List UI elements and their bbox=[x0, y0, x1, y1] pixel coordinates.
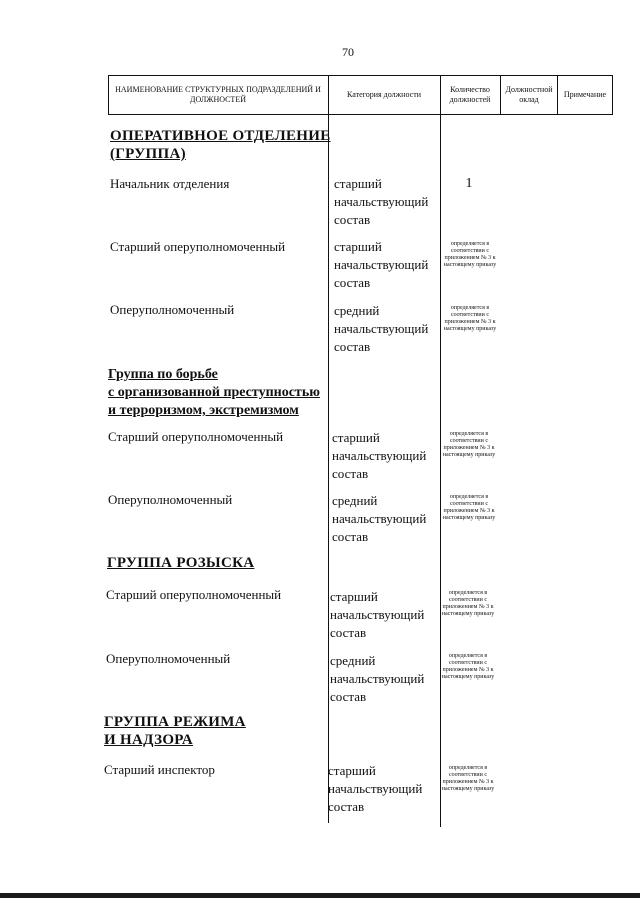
position-quantity: определяется в соответствии с приложением № 3 к настоящему приказу bbox=[443, 241, 497, 268]
position-category: старший начальствующий состав bbox=[328, 763, 423, 814]
position-quantity: определяется в соответствии с приложением № 3 к настоящему приказу bbox=[443, 305, 497, 332]
column-divider-category bbox=[328, 75, 329, 823]
position-name: Оперуполномоченный bbox=[108, 492, 233, 507]
position-name: Старший оперуполномоченный bbox=[106, 587, 282, 602]
table-left-border bbox=[108, 75, 109, 115]
scan-edge-strip bbox=[0, 893, 640, 898]
table-right-border bbox=[612, 75, 613, 115]
position-name: Старший оперуполномоченный bbox=[108, 429, 284, 444]
position-category: средний начальствующий состав bbox=[330, 653, 425, 704]
section-title-search: ГРУППА РОЗЫСКА bbox=[107, 555, 255, 571]
column-divider-note bbox=[557, 75, 558, 115]
position-quantity: 1 bbox=[465, 176, 473, 191]
section-title-regime: ГРУППА РЕЖИМА И НАДЗОРА bbox=[104, 714, 246, 748]
position-category: старший начальствующий состав bbox=[334, 239, 429, 290]
column-divider-salary bbox=[500, 75, 501, 115]
position-name: Оперуполномоченный bbox=[106, 651, 231, 666]
position-quantity: определяется в соответствии с приложением № 3 к настоящему приказу bbox=[441, 653, 495, 680]
table-header-bottom-border bbox=[108, 114, 612, 115]
page-number: 70 bbox=[342, 45, 354, 59]
position-quantity: определяется в соответствии с приложением № 3 к настоящему приказу bbox=[442, 494, 496, 521]
header-quantity: Количество должностей bbox=[449, 85, 491, 104]
position-category: старший начальствующий состав bbox=[334, 176, 429, 227]
position-category: средний начальствующий состав bbox=[332, 493, 427, 544]
header-note: Примечание bbox=[563, 90, 607, 99]
header-category: Категория должности bbox=[347, 90, 421, 99]
section-title-organized-crime: Группа по борьбе с организованной преступностью и терроризмом, экстремизмом bbox=[108, 367, 320, 418]
position-name: Начальник отделения bbox=[110, 176, 230, 191]
header-name: НАИМЕНОВАНИЕ СТРУКТУРНЫХ ПОДРАЗДЕЛЕНИЙ И ДОЛЖНОСТЕЙ bbox=[115, 85, 321, 104]
position-category: средний начальствующий состав bbox=[334, 303, 429, 354]
position-quantity: определяется в соответствии с приложением № 3 к настоящему приказу bbox=[441, 590, 495, 617]
position-quantity: определяется в соответствии с приложением № 3 к настоящему приказу bbox=[441, 765, 495, 792]
position-quantity: определяется в соответствии с приложением № 3 к настоящему приказу bbox=[442, 431, 496, 458]
position-name: Старший оперуполномоченный bbox=[110, 239, 286, 254]
section-title-operative: ОПЕРАТИВНОЕ ОТДЕЛЕНИЕ (ГРУППА) bbox=[110, 128, 331, 162]
position-name: Старший инспектор bbox=[104, 762, 215, 777]
position-name: Оперуполномоченный bbox=[110, 302, 235, 317]
position-category: старший начальствующий состав bbox=[332, 430, 427, 481]
header-salary: Должностной оклад bbox=[505, 85, 553, 104]
position-category: старший начальствующий состав bbox=[330, 589, 425, 640]
